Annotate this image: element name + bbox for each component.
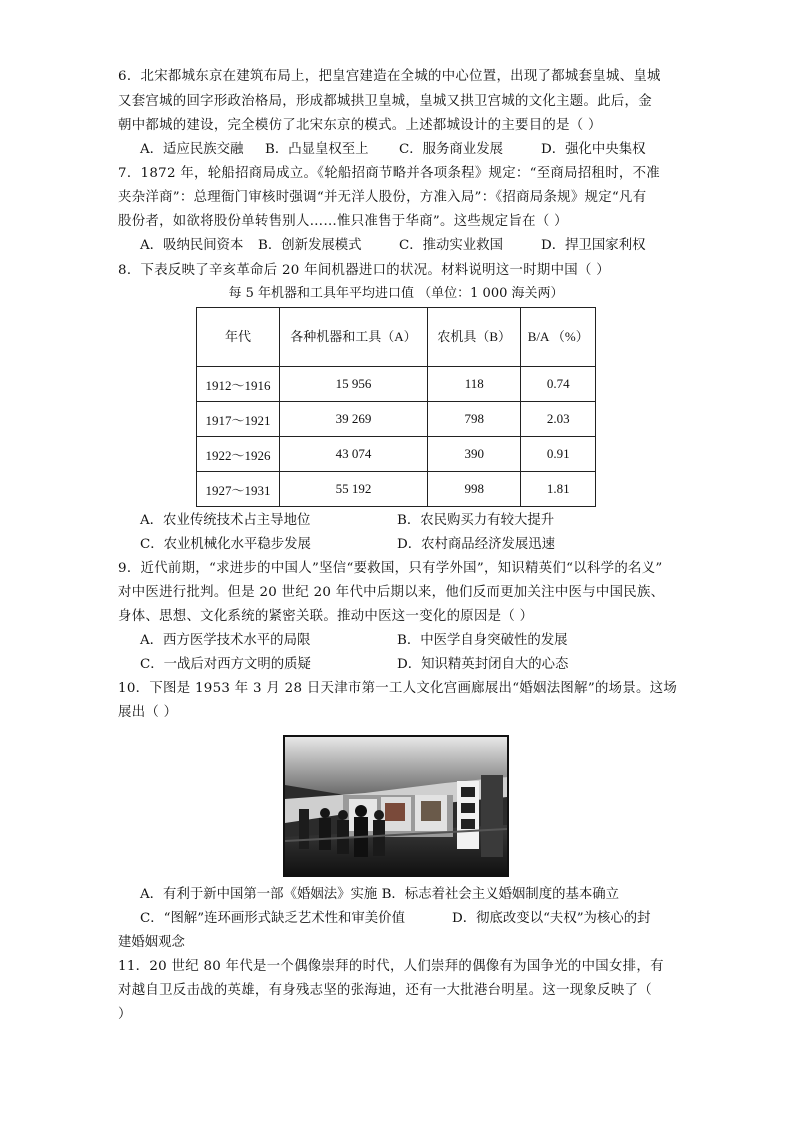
table-cell: 998 xyxy=(427,472,520,507)
table-header-cell: 各种机器和工具（A） xyxy=(279,308,427,367)
q6-option-d: D．强化中央集权 xyxy=(541,142,646,157)
table-row xyxy=(197,437,596,472)
q10-option-d: D．彻底改变以“夫权”为核心的封 xyxy=(452,911,651,926)
q7-line-3: 股份者，如欲将股份单转售别人……惟只准售于华商”。这些规定旨在（ ） xyxy=(118,214,568,229)
table-header-cell: 农机具（B） xyxy=(427,308,520,367)
table-cell: 1922～1926 xyxy=(197,437,280,472)
table-cell: 1912～1916 xyxy=(197,367,280,402)
table-cell: 118 xyxy=(427,367,520,402)
table-cell: 39 269 xyxy=(279,402,427,437)
q8-line-1: 8．下表反映了辛亥革命后 20 年间机器进口的状况。材料说明这一时期中国（ ） xyxy=(118,263,610,278)
table-cell: 1927～1931 xyxy=(197,472,280,507)
table-cell: 1917～1921 xyxy=(197,402,280,437)
q10-option-d-continued: 建婚姻观念 xyxy=(118,935,185,950)
table-header-cell: 年代 xyxy=(197,308,280,367)
table-cell: 43 074 xyxy=(279,437,427,472)
table-cell: 0.91 xyxy=(521,437,596,472)
exhibition-photo-drawing xyxy=(285,737,507,875)
q6-option-b: B．凸显皇权至上 xyxy=(265,142,369,157)
table-header-cell: B/A （%） xyxy=(521,308,596,367)
exhibition-photo xyxy=(283,735,509,877)
q7-option-b: B．创新发展模式 xyxy=(258,238,362,253)
q10-option-c: C．“图解”连环画形式缺乏艺术性和审美价值 xyxy=(140,911,405,926)
table-cell: 1.81 xyxy=(521,472,596,507)
table-cell: 0.74 xyxy=(521,367,596,402)
q9-option-b: B．中医学自身突破性的发展 xyxy=(397,633,568,648)
q7-option-d: D．捍卫国家利权 xyxy=(541,238,646,253)
q11-line-1: 11．20 世纪 80 年代是一个偶像崇拜的时代，人们崇拜的偶像有为国争光的中国女排，有 xyxy=(118,959,664,974)
table-cell: 55 192 xyxy=(279,472,427,507)
q7-option-a: A．吸纳民间资本 xyxy=(140,238,244,253)
q8-data-table xyxy=(196,307,596,507)
q11-line-3: ） xyxy=(118,1007,132,1022)
table-cell: 390 xyxy=(427,437,520,472)
q6-option-a: A．适应民族交融 xyxy=(140,142,244,157)
q8-option-b: B．农民购买力有较大提升 xyxy=(397,513,555,528)
table-row xyxy=(197,402,596,437)
table-row xyxy=(197,472,596,507)
q8-option-a: A．农业传统技术占主导地位 xyxy=(140,513,311,528)
table-cell: 798 xyxy=(427,402,520,437)
q9-option-c: C．一战后对西方文明的质疑 xyxy=(140,657,311,672)
q9-line-1: 9．近代前期，“求进步的中国人”坚信“要救国，只有学外国”，知识精英们“以科学的名义” xyxy=(118,561,663,576)
table-header-row xyxy=(197,308,596,367)
q8-option-c: C．农业机械化水平稳步发展 xyxy=(140,537,311,552)
q10-line-2: 展出（ ） xyxy=(118,705,178,720)
q7-option-c: C．推动实业救国 xyxy=(399,238,503,253)
q9-line-3: 身体、思想、文化系统的紧密关联。推动中医这一变化的原因是（ ） xyxy=(118,609,534,624)
table-row xyxy=(197,367,596,402)
q8-table-caption: 每 5 年机器和工具年平均进口值 （单位：1 000 海关两） xyxy=(228,286,564,301)
q6-line-2: 又套宫城的回字形政治格局，形成都城拱卫皇城，皇城又拱卫宫城的文化主题。此后，金 xyxy=(118,94,652,109)
q6-line-1: 6．北宋都城东京在建筑布局上，把皇宫建造在全城的中心位置，出现了都城套皇城、皇城 xyxy=(118,69,661,84)
table-cell: 15 956 xyxy=(279,367,427,402)
q9-option-a: A．西方医学技术水平的局限 xyxy=(140,633,311,648)
q6-line-3: 朝中都城的建设，完全模仿了北宋东京的模式。上述都城设计的主要目的是（ ） xyxy=(118,118,602,133)
q7-line-1: 7．1872 年，轮船招商局成立。《轮船招商节略并各项条程》规定：“至商局招租时，不准 xyxy=(118,166,660,181)
q9-option-d: D．知识精英封闭自大的心态 xyxy=(397,657,569,672)
table-cell: 2.03 xyxy=(521,402,596,437)
q7-line-2: 夹杂洋商”：总理衙门审核时强调“并无洋人股份，方准入局”：《招商局条规》规定“凡有 xyxy=(118,190,647,205)
q9-line-2: 对中医进行批判。但是 20 世纪 20 年代中后期以来，他们反而更加关注中医与中国民族、 xyxy=(118,585,665,600)
q8-option-d: D．农村商品经济发展迅速 xyxy=(397,537,556,552)
q10-option-a-b: A．有利于新中国第一部《婚姻法》实施 B．标志着社会主义婚姻制度的基本确立 xyxy=(140,887,620,902)
q11-line-2: 对越自卫反击战的英雄，有身残志坚的张海迪，还有一大批港台明星。这一现象反映了（ xyxy=(118,983,652,998)
q10-line-1: 10．下图是 1953 年 3 月 28 日天津市第一工人文化宫画廊展出“婚姻法图解”的场景。这场 xyxy=(118,681,678,696)
q6-option-c: C．服务商业发展 xyxy=(399,142,503,157)
